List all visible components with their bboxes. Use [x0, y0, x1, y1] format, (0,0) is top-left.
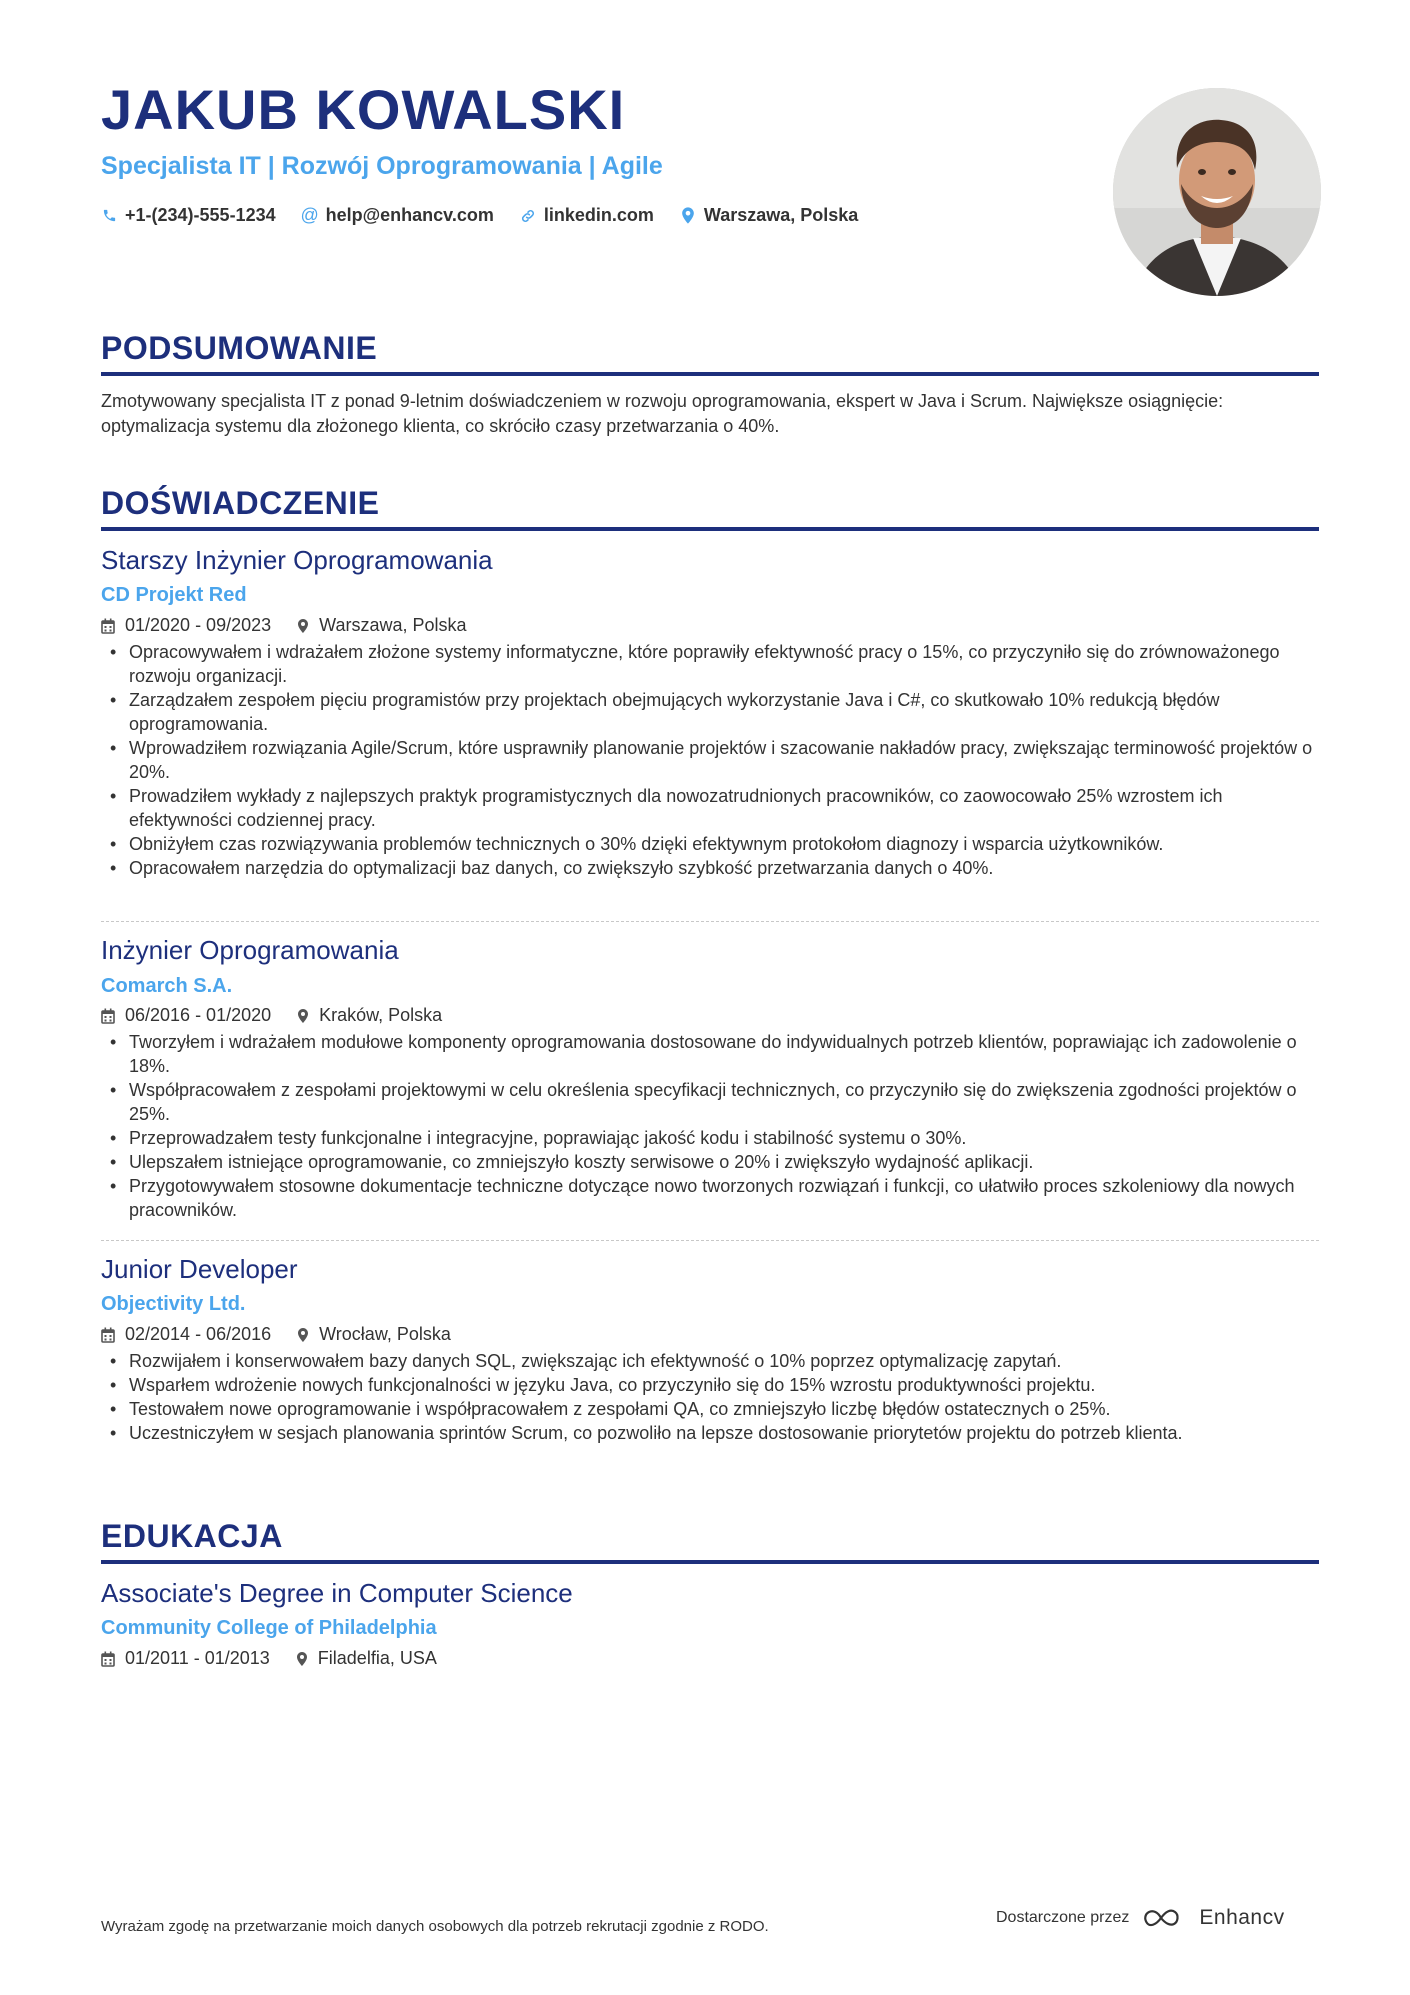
link-icon	[520, 207, 536, 225]
calendar-icon	[101, 1327, 115, 1343]
job-meta	[101, 615, 467, 636]
job-divider	[101, 1240, 1319, 1241]
job-title: Inżynier Oprogramowania	[101, 935, 399, 965]
summary-rule	[101, 372, 1319, 376]
job-location-text: Wrocław, Polska	[319, 1324, 451, 1344]
education-rule	[101, 1560, 1319, 1564]
job-divider	[101, 921, 1319, 922]
list-item: • Prowadziłem wykłady z najlepszych praktyk programistycznych dla nowozatrudnionych pracowników, co zaowocowało 25% wzrostem ich efektywności codziennej pracy.	[101, 784, 1319, 832]
list-item: • Zarządzałem zespołem pięciu programistów przy projektach obejmujących wykorzystanie Java i C#, co skutkowało 10% redukcją błędów oprogramowania.	[101, 688, 1319, 736]
contact-email[interactable]	[302, 205, 494, 226]
calendar-icon	[101, 618, 115, 634]
enhancv-logo-icon	[1141, 1907, 1187, 1929]
contact-list	[101, 205, 858, 226]
education-meta	[101, 1648, 437, 1669]
education-location	[296, 1648, 437, 1669]
company-name: CD Projekt Red	[101, 584, 247, 606]
job-bullets	[101, 640, 1319, 880]
list-item: • Uczestniczyłem w sesjach planowania sprintów Scrum, co pozwoliło na lepsze dostosowanie priorytetów projektu do potrzeb klienta.	[101, 1421, 1319, 1445]
candidate-role: Specjalista IT | Rozwój Oprogramowania | Agile	[101, 152, 663, 180]
candidate-name: JAKUB KOWALSKI	[101, 78, 626, 141]
list-item: • Ulepszałem istniejące oprogramowanie, co zmniejszyło koszty serwisowe o 20% i zwiększyło wydajność aplikacji.	[101, 1150, 1319, 1174]
list-item: • Przygotowywałem stosowne dokumentacje techniczne dotyczące nowo tworzonych rozwiązań i funkcji, co ułatwiło proces szkoleniowy dla nowych pracowników.	[101, 1174, 1319, 1222]
at-icon: @	[300, 205, 319, 225]
experience-rule	[101, 527, 1319, 531]
list-item: • Przeprowadzałem testy funkcjonalne i integracyjne, poprawiając jakość kodu i stabilność systemu o 30%.	[101, 1126, 1319, 1150]
brand-name: Enhancv	[1199, 1906, 1285, 1929]
education-heading: EDUKACJA	[101, 1518, 283, 1554]
job-title: Starszy Inżynier Oprogramowania	[101, 545, 493, 575]
degree-title: Associate's Degree in Computer Science	[101, 1578, 573, 1608]
job-meta	[101, 1005, 442, 1026]
job-dates	[101, 1005, 271, 1026]
company-name: Objectivity Ltd.	[101, 1293, 246, 1315]
list-item: • Testowałem nowe oprogramowanie i współpracowałem z zespołami QA, co zmniejszyło liczbę błędów ostatecznych o 25%.	[101, 1397, 1319, 1421]
job-meta	[101, 1324, 451, 1345]
location-icon	[297, 1327, 309, 1343]
education-dates-text: 01/2011 - 01/2013	[125, 1648, 270, 1668]
job-location	[297, 615, 466, 636]
company-name: Comarch S.A.	[101, 975, 233, 997]
list-item: • Obniżyłem czas rozwiązywania problemów technicznych o 30% dzięki efektywnym protokołom diagnozy i wsparcia użytkowników.	[101, 832, 1319, 856]
contact-linkedin[interactable]	[520, 205, 654, 226]
summary-text: Zmotywowany specjalista IT z ponad 9-letnim doświadczeniem w rozwoju oprogramowania, ekspert w Java i Scrum. Największe osiągnięcie: optymalizacja systemu dla złożonego klienta, co skróciło czasy przetwarzania o 40%.	[101, 391, 1224, 436]
location-icon	[297, 618, 309, 634]
list-item: • Opracowałem narzędzia do optymalizacji baz danych, co zwiększyło szybkość przetwarzania danych o 40%.	[101, 856, 1319, 880]
contact-email-text: help@enhancv.com	[325, 205, 494, 225]
calendar-icon	[101, 1651, 115, 1667]
contact-phone-text: +1-(234)-555-1234	[125, 205, 276, 225]
powered-by-label: Dostarczone przez	[996, 1909, 1130, 1926]
job-location-text: Warszawa, Polska	[319, 615, 467, 635]
job-dates-text: 06/2016 - 01/2020	[125, 1005, 272, 1025]
job-bullets	[101, 1349, 1319, 1445]
job-dates	[101, 1324, 271, 1345]
list-item: • Tworzyłem i wdrażałem modułowe komponenty oprogramowania dostosowane do indywidualnych potrzeb klientów, poprawiając ich zadowolenie o 18%.	[101, 1030, 1319, 1078]
calendar-icon	[101, 1008, 115, 1024]
job-dates-text: 02/2014 - 06/2016	[125, 1324, 272, 1344]
job-location-text: Kraków, Polska	[319, 1005, 443, 1025]
job-location	[297, 1324, 451, 1345]
profile-photo	[1113, 88, 1321, 296]
job-title: Junior Developer	[101, 1254, 298, 1284]
location-icon	[680, 207, 696, 225]
contact-location-text: Warszawa, Polska	[703, 205, 859, 225]
school-name: Community College of Philadelphia	[101, 1617, 437, 1639]
contact-location	[680, 205, 858, 226]
powered-by[interactable]	[996, 1906, 1285, 1930]
contact-linkedin-text: linkedin.com	[543, 205, 654, 225]
contact-phone[interactable]	[101, 205, 276, 226]
phone-icon	[101, 207, 117, 225]
job-dates	[101, 615, 271, 636]
job-dates-text: 01/2020 - 09/2023	[125, 615, 272, 635]
education-location-text: Filadelfia, USA	[317, 1648, 437, 1668]
location-icon	[297, 1008, 309, 1024]
list-item: • Rozwijałem i konserwowałem bazy danych SQL, zwiększając ich efektywność o 10% poprzez optymalizację zapytań.	[101, 1349, 1319, 1373]
list-item: • Wprowadziłem rozwiązania Agile/Scrum, które usprawniły planowanie projektów i szacowanie nakładów pracy, zwiększając terminowość projektów o 20%.	[101, 736, 1319, 784]
job-bullets	[101, 1030, 1319, 1222]
list-item: • Współpracowałem z zespołami projektowymi w celu określenia specyfikacji technicznych, co przyczyniło się do zwiększenia zgodności projektów o 25%.	[101, 1078, 1319, 1126]
education-dates	[101, 1648, 270, 1669]
experience-heading: DOŚWIADCZENIE	[101, 485, 380, 521]
list-item: • Wsparłem wdrożenie nowych funkcjonalności w języku Java, co przyczyniło się do 15% wzrostu produktywności projektu.	[101, 1373, 1319, 1397]
consent-note: Wyrażam zgodę na przetwarzanie moich danych osobowych dla potrzeb rekrutacji zgodnie z RODO.	[101, 1918, 769, 1935]
summary-heading: PODSUMOWANIE	[101, 330, 378, 366]
list-item: • Opracowywałem i wdrażałem złożone systemy informatyczne, które poprawiły efektywność pracy o 15%, co przyczyniło się do zrównoważonego rozwoju organizacji.	[101, 640, 1319, 688]
location-icon	[296, 1651, 308, 1667]
job-location	[297, 1005, 442, 1026]
